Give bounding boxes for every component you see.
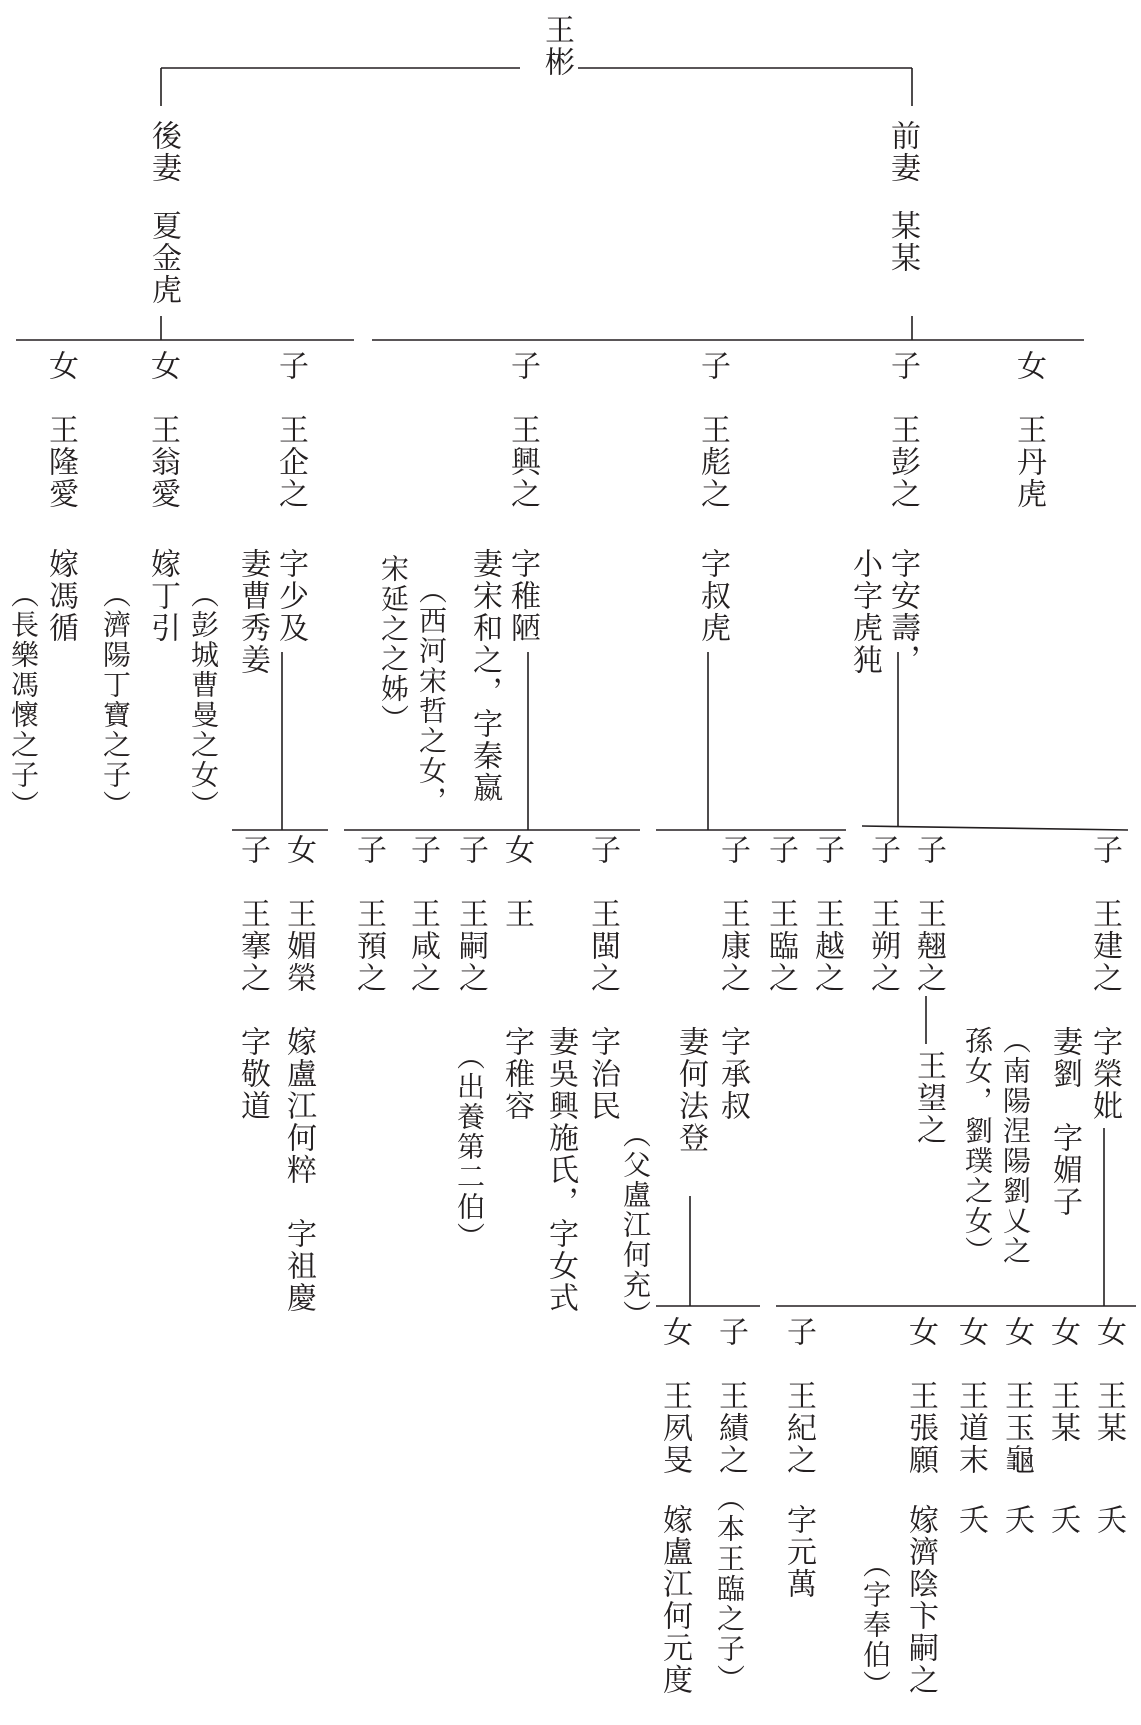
gen3-note-zhangyuan-1: 嫁濟陰卞嗣之 xyxy=(903,1504,938,1696)
gen2-note-jianzhi-3: （南陽涅陽劉乂之 xyxy=(999,1026,1032,1266)
gen2-rel-yuzhi: 子 xyxy=(351,834,386,866)
gen3-rel-jizhi: 子 xyxy=(713,1316,748,1348)
gen2-note-jianzhi-2: 妻劉 字媚子 xyxy=(1047,1026,1082,1218)
gen1-note-wengai-2: （濟陽丁寶之子） xyxy=(99,580,132,820)
gen2-name-sizhi: 王嗣之 xyxy=(453,898,488,994)
gen2-note-minzhi-2: 妻吳興施氏，字女式 xyxy=(543,1026,578,1314)
gen3-name-jizhi: 王績之 xyxy=(713,1380,748,1476)
second-wife-name: 夏金虎 xyxy=(146,210,181,306)
gen1-rel-danhu: 女 xyxy=(1011,350,1046,382)
gen3-rel-jizhi2: 子 xyxy=(781,1316,816,1348)
gen2-rel-kangzhi: 子 xyxy=(715,834,750,866)
gen1-rel-pengzhi: 子 xyxy=(885,350,920,382)
gen1-rel-longai: 女 xyxy=(43,350,78,382)
gen2-note-kangzhi-2: 妻何法登 xyxy=(673,1026,708,1154)
gen2-name-chizhi: 王翹之 xyxy=(911,898,946,994)
gen1-note-xingzhi-4: 宋延之之姊） xyxy=(377,554,410,734)
gen3-note-jizhi2-1: 字元萬 xyxy=(781,1504,816,1600)
gen1-note-xingzhi-3: （西河宋哲之女， xyxy=(415,576,448,816)
gen1-note-qizhi-3: （彭城曹曼之女） xyxy=(187,580,220,820)
gen2-note-sizhi-1: （出養第二伯） xyxy=(453,1042,486,1252)
gen2-rel-xianzhi: 子 xyxy=(405,834,440,866)
gen1-name-biaozhi: 王彪之 xyxy=(695,414,730,510)
gen2-note-jianzhi-1: 字榮妣 xyxy=(1087,1026,1122,1122)
gen2-name-wang: 王 xyxy=(499,898,534,930)
gen3-rel-fenghao: 女 xyxy=(657,1316,692,1348)
gen3-note-daomo-1: 夭 xyxy=(953,1504,988,1536)
second-wife-label: 後妻 xyxy=(146,120,181,184)
gen2-name-shuozhi: 王朔之 xyxy=(865,898,900,994)
gen1-note-xingzhi-1: 字稚陋 xyxy=(505,548,540,644)
gen3-rel-mou2: 女 xyxy=(1091,1316,1126,1348)
gen1-name-qizhi: 王企之 xyxy=(273,414,308,510)
gen1-note-wengai-1: 嫁丁引 xyxy=(145,548,180,644)
gen2-name-fengzhi: 王搴之 xyxy=(235,898,270,994)
gen1-note-pengzhi-2: 小字虎㹠 xyxy=(847,548,882,676)
gen2-rel-meirong: 女 xyxy=(281,834,316,866)
gen2-rel-sizhi: 子 xyxy=(453,834,488,866)
gen2-name-meirong: 王媚榮 xyxy=(281,898,316,994)
gen2-name-yuzhi: 王預之 xyxy=(351,898,386,994)
gen3-note-yugui-1: 夭 xyxy=(999,1504,1034,1536)
first-wife-name: 某某 xyxy=(885,210,920,274)
gen3-name-jizhi2: 王紀之 xyxy=(781,1380,816,1476)
gen1-name-danhu: 王丹虎 xyxy=(1011,414,1046,510)
gen2-name-xianzhi: 王咸之 xyxy=(405,898,440,994)
gen2-note-minzhi-1: 字治民 xyxy=(585,1026,620,1122)
gen2-note-wang-1: 字稚容 xyxy=(499,1026,534,1122)
gen2-rel-minzhi: 子 xyxy=(585,834,620,866)
gen3-name-mou2: 王某 xyxy=(1091,1380,1126,1444)
gen2-rel-shuozhi: 子 xyxy=(865,834,900,866)
gen2-rel-wang: 女 xyxy=(499,834,534,866)
gen2-adopted-chizhi: 王望之 xyxy=(911,1050,946,1146)
gen2-rel-yuezhi: 子 xyxy=(809,834,844,866)
gen3-name-daomo: 王道末 xyxy=(953,1380,988,1476)
gen1-name-pengzhi: 王彭之 xyxy=(885,414,920,510)
root-name: 王彬 xyxy=(539,14,574,78)
gen1-note-longai-1: 嫁馮循 xyxy=(43,548,78,644)
gen1-note-qizhi-2: 妻曹秀姜 xyxy=(235,548,270,676)
gen2-note-fengzhi-1: 字敬道 xyxy=(235,1026,270,1122)
gen2-father-note-kangzhi: （父盧江何充） xyxy=(619,1120,652,1330)
gen3-rel-zhangyuan: 女 xyxy=(903,1316,938,1348)
gen3-note-jizhi-1: （本王臨之子） xyxy=(713,1484,746,1694)
gen1-note-longai-2: （長樂馮懷之子） xyxy=(7,580,40,820)
gen1-name-longai: 王隆愛 xyxy=(43,414,78,510)
gen1-rel-wengai: 女 xyxy=(145,350,180,382)
gen3-name-zhangyuan: 王張願 xyxy=(903,1380,938,1476)
gen2-name-linzhi: 王臨之 xyxy=(763,898,798,994)
gen2-name-minzhi: 王閩之 xyxy=(585,898,620,994)
gen2-rel-linzhi: 子 xyxy=(763,834,798,866)
gen2-rel-fengzhi: 子 xyxy=(235,834,270,866)
gen2-rel-jianzhi: 子 xyxy=(1087,834,1122,866)
gen3-note-mou-1: 夭 xyxy=(1045,1504,1080,1536)
gen3-note-fenghao-1: 嫁盧江何元度 xyxy=(657,1504,692,1696)
gen1-rel-biaozhi: 子 xyxy=(695,350,730,382)
gen2-name-kangzhi: 王康之 xyxy=(715,898,750,994)
gen3-note-zhangyuan-2: （字奉伯） xyxy=(859,1550,892,1700)
gen1-name-wengai: 王翁愛 xyxy=(145,414,180,510)
gen3-name-fenghao: 王夙旻 xyxy=(657,1380,692,1476)
gen2-note-kangzhi-1: 字承叔 xyxy=(715,1026,750,1122)
gen1-note-xingzhi-2: 妻宋和之，字秦嬴 xyxy=(467,548,502,804)
gen2-note-jianzhi-4: 孫女，劉璞之女） xyxy=(961,1026,994,1266)
connector-pengzhi-bar xyxy=(862,826,1128,830)
gen3-name-mou: 王某 xyxy=(1045,1380,1080,1444)
gen1-note-biaozhi-1: 字叔虎 xyxy=(695,548,730,644)
gen1-note-pengzhi-1: 字安壽， xyxy=(885,548,920,676)
gen1-name-xingzhi: 王興之 xyxy=(505,414,540,510)
gen3-rel-daomo: 女 xyxy=(953,1316,988,1348)
gen3-rel-yugui: 女 xyxy=(999,1316,1034,1348)
first-wife-label: 前妻 xyxy=(885,120,920,184)
gen1-rel-xingzhi: 子 xyxy=(505,350,540,382)
gen2-name-yuezhi: 王越之 xyxy=(809,898,844,994)
gen3-note-mou2-1: 夭 xyxy=(1091,1504,1126,1536)
gen3-rel-mou: 女 xyxy=(1045,1316,1080,1348)
gen1-rel-qizhi: 子 xyxy=(273,350,308,382)
gen3-name-yugui: 王玉龜 xyxy=(999,1380,1034,1476)
gen2-rel-chizhi: 子 xyxy=(911,834,946,866)
gen2-name-jianzhi: 王建之 xyxy=(1087,898,1122,994)
gen2-note-meirong-1: 嫁盧江何粹 字祖慶 xyxy=(281,1026,316,1314)
gen1-note-qizhi-1: 字少及 xyxy=(273,548,308,644)
